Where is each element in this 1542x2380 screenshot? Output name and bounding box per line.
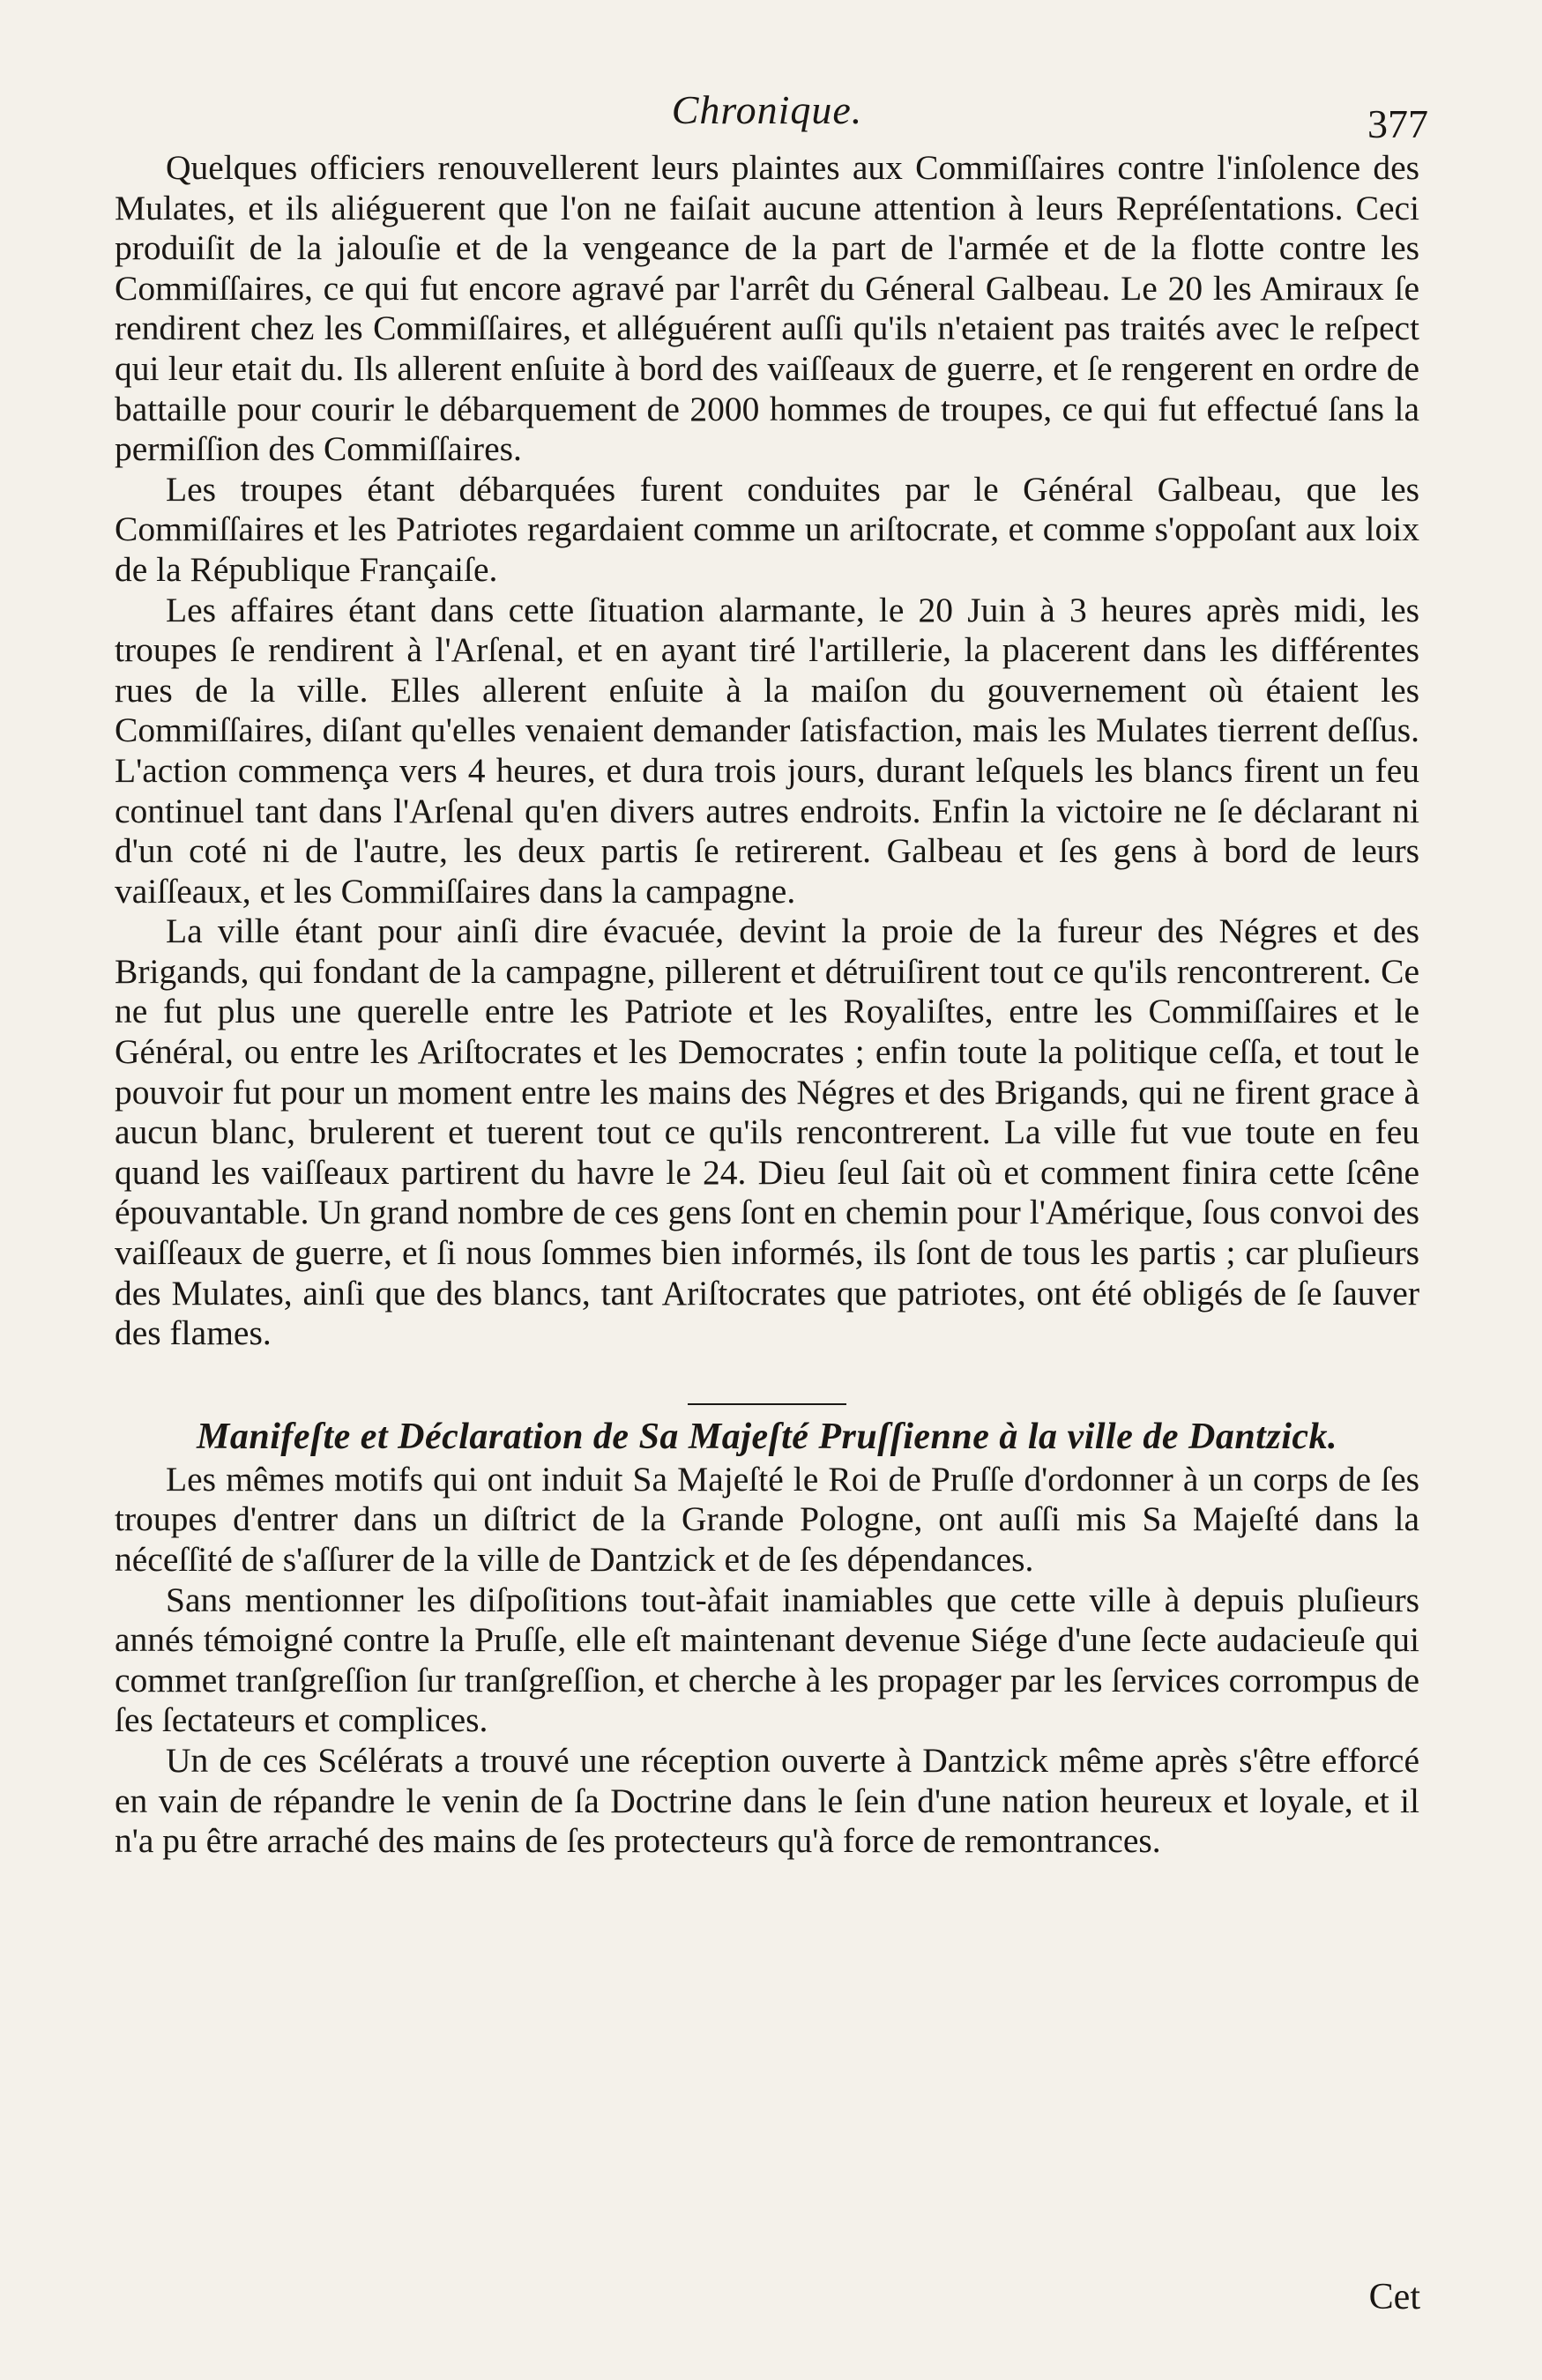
page-header xyxy=(106,78,1428,157)
paragraph: La ville étant pour ainſi dire évacuée, devint la proie de la fureur des Négres et des Brigands, qui fondant de la campagne, pillerent et détruiſirent tout ce qu'ils rencontrerent. Ce ne fut plus une querelle entre les Patriote et les Royaliſtes, entre les Commiſſaires et le Général, ou entre les Ariſtocrates et les Democrates ; enfin toute la politique ceſſa, et tout le pouvoir fut pour un moment entre les mains des Négres et des Brigands, qui ne firent grace à aucun blanc, brulerent et tuerent tout ce qu'ils rencontrerent. La ville fut vue toute en feu quand les vaiſſeaux partirent du havre le 24. Dieu ſeul ſait où et comment finira cette ſcêne épouvantable. Un grand nombre de ces gens ſont en chemin pour l'Amérique, ſous convoi des vaiſſeaux de guerre, et ſi nous ſommes bien informés, ils ſont de tous les partis ; car pluſieurs des Mulates, ainſi que des blancs, tant Ariſtocrates que patriotes, ont été obligés de ſe ſauver des flames. xyxy=(115,911,1419,1353)
section-separator xyxy=(688,1403,846,1405)
paragraph: Les troupes étant débarquées furent conduites par le Général Galbeau, que les Commiſſaires et les Patriotes regardaient comme un ariſtocrate, et comme s'oppoſant aux loix de la République Françaiſe. xyxy=(115,469,1419,589)
paragraph: Les affaires étant dans cette ſituation alarmante, le 20 Juin à 3 heures après midi, les troupes ſe rendirent à l'Arſenal, et en ayant tiré l'artillerie, la placerent dans les différentes rues de la ville. Elles allerent enſuite à la maiſon du gouvernement où étaient les Commiſſaires, diſant qu'elles venaient demander ſatisfaction, mais les Mulates tierrent deſſus. L'action commença vers 4 heures, et dura trois jours, durant leſquels les blancs firent un feu continuel tant dans l'Arſenal qu'en divers autres endroits. Enfin la victoire ne ſe déclarant ni d'un coté ni de l'autre, les deux partis ſe retirerent. Galbeau et ſes gens à bord de leurs vaiſſeaux, et les Commiſſaires dans la campagne. xyxy=(115,590,1419,911)
catchword: Cet xyxy=(1368,2277,1420,2317)
running-title: Chronique. xyxy=(671,87,863,132)
section-title: Manifeſte et Déclaration de Sa Majeſté Pruſſienne à la ville de Dantzick. xyxy=(197,1416,1337,1457)
page-number: 377 xyxy=(1367,101,1428,146)
paragraph: Les mêmes motifs qui ont induit Sa Majeſté le Roi de Pruſſe d'ordonner à un corps de ſes troupes d'entrer dans un diſtrict de la Grande Pologne, ont auſſi mis Sa Majeſté dans la néceſſité de s'aſſurer de la ville de Dantzick et de ſes dépendances. xyxy=(115,1459,1419,1579)
paragraph: Quelques officiers renouvellerent leurs plaintes aux Commiſſaires contre l'inſolence des Mulates, et ils aliéguerent que l'on ne faiſait aucune attention à leurs Repréſentations. Ceci produiſit de la jalouſie et de la vengeance de la part de l'armée et de la flotte contre les Commiſſaires, ce qui fut encore agravé par l'arrêt du Géneral Galbeau. Le 20 les Amiraux ſe rendirent chez les Commiſſaires, et alléguérent auſſi qu'ils n'etaient pas traités avec le reſpect qui leur etait du. Ils allerent enſuite à bord des vaiſſeaux de guerre, et ſe rengerent en ordre de battaille pour courir le débarquement de 2000 hommes de troupes, ce qui fut effectué ſans la permiſſion des Commiſſaires. xyxy=(115,148,1419,469)
body-text xyxy=(115,148,1419,1862)
paragraph: Un de ces Scélérats a trouvé une réception ouverte à Dantzick même après s'être efforcé en vain de répandre le venin de ſa Doctrine dans le ſein d'une nation heureux et loyale, et il n'a pu être arraché des mains de ſes protecteurs qu'à force de remontrances. xyxy=(115,1740,1419,1861)
paragraph: Sans mentionner les diſpoſitions tout-àfait inamiables que cette ville à depuis pluſieurs annés témoigné contre la Pruſſe, elle eſt maintenant devenue Siége d'une ſecte audacieuſe qui commet tranſgreſſion ſur tranſgreſſion, et cherche à les propager par les ſervices corrompus de ſes ſectateurs et complices. xyxy=(115,1580,1419,1740)
